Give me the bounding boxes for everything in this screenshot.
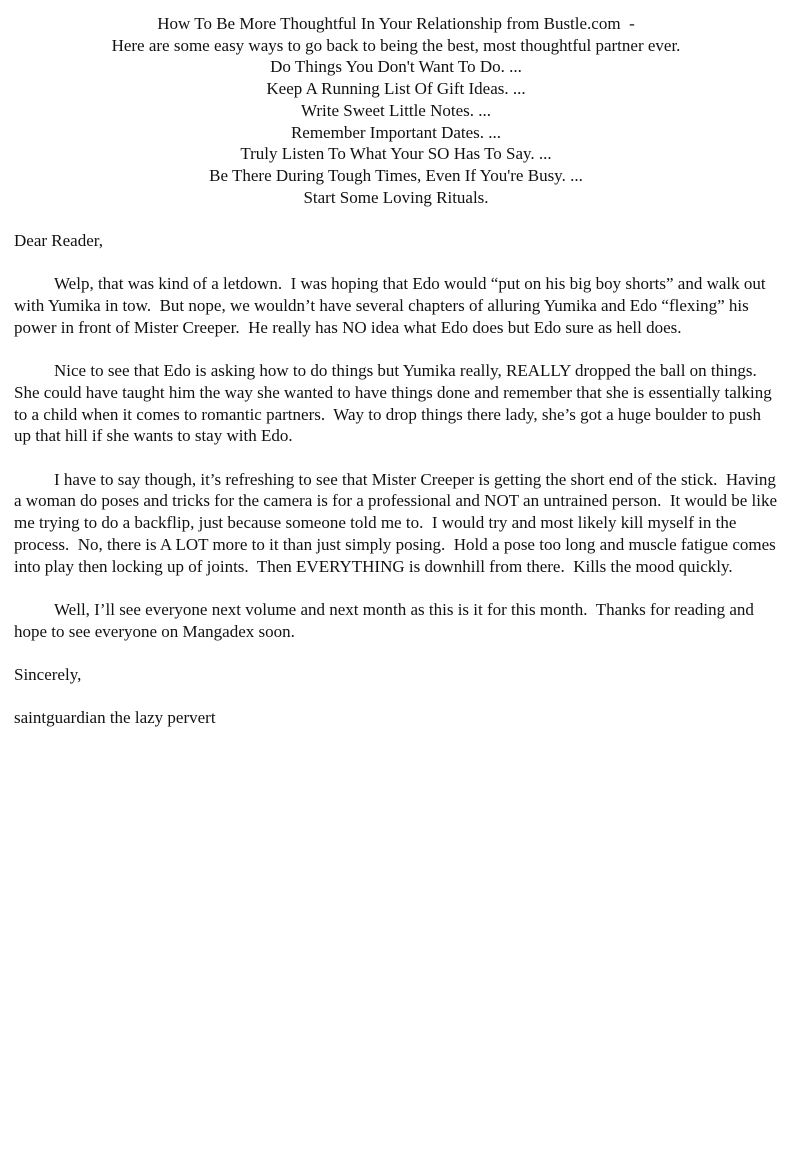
header-quote-item-5: Truly Listen To What Your SO Has To Say. ... [240,144,552,164]
header-quote-title: How To Be More Thoughtful In Your Relationship from Bustle.com - [157,14,635,33]
body-paragraph-2: Nice to see that Edo is asking how to do things but Yumika really, REALLY dropped the ball on things. She could have taught him the way she wanted to have things done and remember that she is essentially talking to a child when it comes to romantic partners. Way to drop things there lady, she’s got a huge boulder to push up that hill if she wants to stay with Edo. [14,361,776,446]
header-quote-item-3: Write Sweet Little Notes. ... [300,100,492,120]
header-quote [14,13,778,208]
body-paragraph-3: I have to say though, it’s refreshing to see that Mister Creeper is getting the short end of the stick. Having a woman do poses and tricks for the camera is for a professional and NOT an untrained person. It would be like me trying to do a backflip, just because someone told me to. I would try and most likely kill myself in the process. No, there is A LOT more to it than just simply posing. Hold a pose too long and muscle fatigue comes into play then locking up of joints. Then EVERYTHING is downhill from there. Kills the mood quickly. [14,469,782,576]
header-quote-item-7: Start Some Loving Rituals. [303,187,489,207]
signature: saintguardian the lazy pervert [14,708,216,728]
header-quote-item-4: Remember Important Dates. ... [290,122,502,142]
salutation: Dear Reader, [14,231,103,251]
body-paragraph-1: Welp, that was kind of a letdown. I was hoping that Edo would “put on his big boy shorts” and walk out with Yumika in tow. But nope, we wouldn’t have several chapters of alluring Yumika and Edo “flexing” his power in front of Mister Creeper. He really has NO idea what Edo does but Edo sure as hell does. [14,274,770,337]
body-paragraph-4: Well, I’ll see everyone next volume and next month as this is it for this month. Thanks for reading and hope to see everyone on Mangadex soon. [14,599,759,641]
header-quote-item-2: Keep A Running List Of Gift Ideas. ... [266,79,526,99]
header-quote-item-6: Be There During Tough Times, Even If You're Busy. ... [209,165,583,185]
header-quote-subtitle: Here are some easy ways to go back to being the best, most thoughtful partner ever. [111,35,681,55]
header-quote-item-1: Do Things You Don't Want To Do. ... [270,57,522,77]
closing: Sincerely, [14,665,82,684]
